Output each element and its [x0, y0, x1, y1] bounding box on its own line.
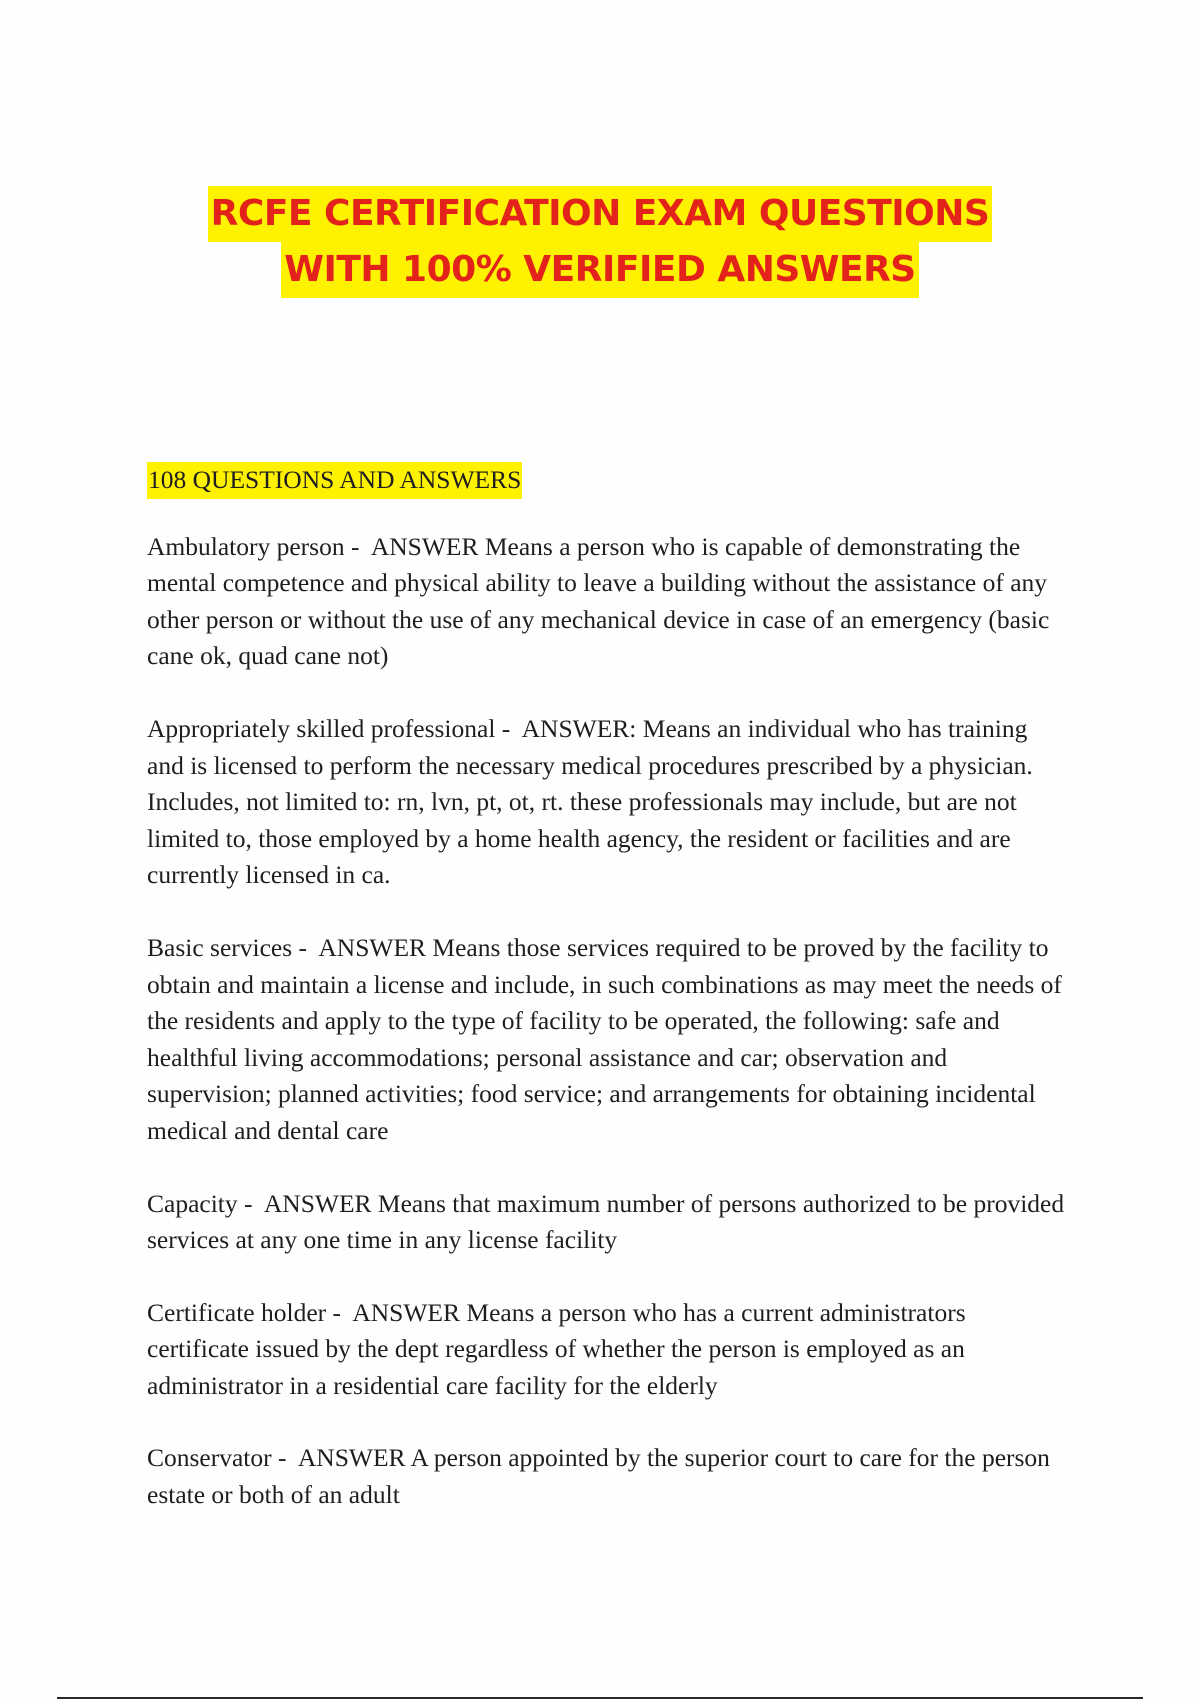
entry-term: Capacity [147, 1188, 238, 1218]
entry-definition: Means those services required to be proved by the facility to obtain and maintain a license and include, in such combinations as may meet the needs of the residents and apply to the type of facility to be operated, the following: safe and healthful living accommodations; personal assistance and car; observation and supervision; planned activities; food service; and arrangements for obtaining incidental medical and dental care [147, 932, 1062, 1145]
title-line-1: RCFE CERTIFICATION EXAM QUESTIONS [208, 186, 993, 242]
entry-definition: Means a person who has a current administrators certificate issued by the dept regardless of whether the person is employed as an administrator in a residential care facility for the elderly [147, 1297, 966, 1400]
qa-entry-appropriately-skilled-professional: Appropriately skilled professional - ANSWER: Means an individual who has training and is licensed to perform the necessary medical procedures prescribed by a physician. Includes, not limited to: rn, lvn, pt, ot, rt. these professionals may include, but are not limited to, those employed by a home health agency, the resident or facilities and are currently licensed in ca. [147, 713, 1033, 890]
entry-term: Appropriately skilled professional [147, 713, 496, 743]
qa-entry-ambulatory-person: Ambulatory person - ANSWER Means a person who is capable of demonstrating the mental competence and physical ability to leave a building without the assistance of any other person or without the use of any mechanical device in case of an emergency (basic cane ok, quad cane not) [147, 531, 1050, 671]
answer-label: ANSWER [318, 932, 427, 962]
entry-term: Conservator [147, 1443, 272, 1473]
section-heading: 108 QUESTIONS AND ANSWERS [147, 462, 522, 499]
page-bottom-divider [57, 1697, 1143, 1699]
document-title [0, 186, 1200, 298]
qa-entry-conservator: Conservator - ANSWER A person appointed by the superior court to care for the person estate or both of an adult [147, 1443, 1050, 1510]
entry-definition: A person appointed by the superior court to care for the person estate or both of an adult [147, 1443, 1050, 1510]
answer-label: ANSWER: [521, 713, 637, 743]
entry-term: Certificate holder [147, 1297, 327, 1327]
document-body [147, 462, 1067, 1550]
qa-entry-certificate-holder: Certificate holder - ANSWER Means a person who has a current administrators certificate issued by the dept regardless of whether the person is employed as an administrator in a residential care facility for the elderly [147, 1297, 966, 1400]
answer-label: ANSWER [370, 531, 479, 561]
entry-term: Ambulatory person [147, 531, 345, 561]
entry-definition: Means an individual who has training and is licensed to perform the necessary medical procedures prescribed by a physician. Includes, not limited to: rn, lvn, pt, ot, rt. these professionals may include, but are not limited to, those employed by a home health agency, the resident or facilities and are currently licensed in ca. [147, 713, 1033, 890]
entry-definition: Means that maximum number of persons authorized to be provided services at any one time in any license facility [147, 1188, 1065, 1255]
answer-label: ANSWER [297, 1443, 406, 1473]
title-line-2: WITH 100% VERIFIED ANSWERS [281, 242, 919, 298]
answer-label: ANSWER [263, 1188, 372, 1218]
entry-term: Basic services [147, 932, 293, 962]
qa-entry-capacity: Capacity - ANSWER Means that maximum number of persons authorized to be provided services at any one time in any license facility [147, 1188, 1065, 1255]
qa-entry-basic-services: Basic services - ANSWER Means those services required to be proved by the facility to obtain and maintain a license and include, in such combinations as may meet the needs of the residents and apply to the type of facility to be operated, the following: safe and healthful living accommodations; personal assistance and car; observation and supervision; planned activities; food service; and arrangements for obtaining incidental medical and dental care [147, 932, 1062, 1145]
entry-definition: Means a person who is capable of demonstrating the mental competence and physical ability to leave a building without the assistance of any other person or without the use of any mechanical device in case of an emergency (basic cane ok, quad cane not) [147, 531, 1050, 671]
answer-label: ANSWER [352, 1297, 461, 1327]
